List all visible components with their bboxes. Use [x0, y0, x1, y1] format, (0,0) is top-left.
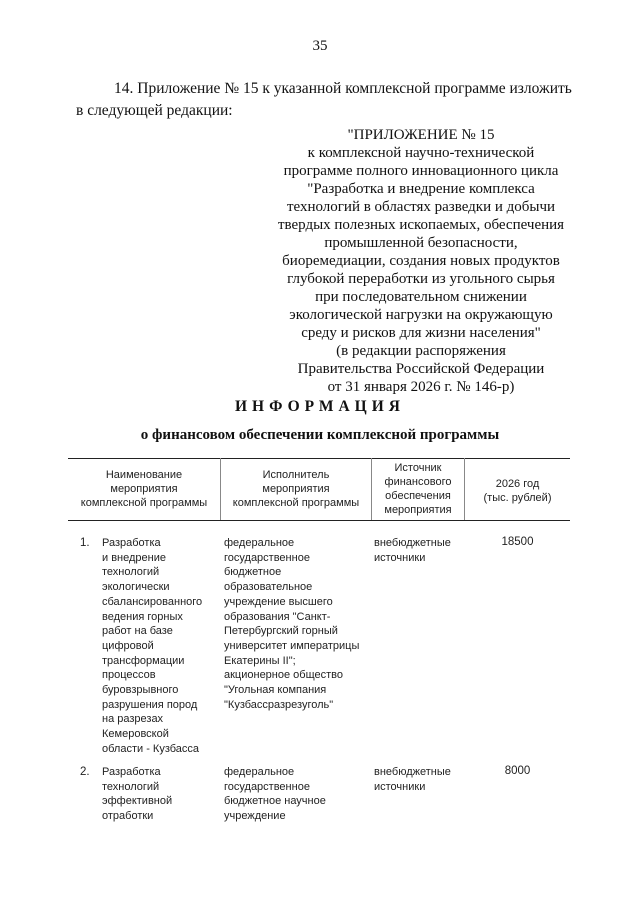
table-top-rule [68, 458, 570, 459]
row-name [102, 765, 172, 824]
cell-line: университет императрицы [224, 639, 360, 652]
header-line: комплексной программы [232, 497, 360, 509]
cell-line: работ на базе [102, 625, 173, 638]
appendix-line: промышленной безопасности, [324, 235, 518, 251]
cell-line: Екатерины II"; [224, 654, 296, 667]
cell-line: образования "Санкт- [224, 610, 331, 623]
appendix-line: от 31 января 2026 г. № 146-р) [327, 379, 515, 395]
appendix-line: твердых полезных ископаемых, обеспечения [277, 217, 565, 233]
cell-line: внебюджетные [374, 537, 451, 549]
row-amount: 18500 [501, 536, 534, 548]
cell-line: трансформации [102, 654, 185, 667]
cell-line: и внедрение [102, 551, 166, 564]
page-number: 35 [312, 38, 328, 54]
cell-line: технологий [102, 780, 160, 793]
cell-line: Разработка [102, 766, 161, 778]
cell-line: государственное [224, 551, 310, 564]
cell-line: разрушения пород [102, 698, 198, 711]
appendix-line: глубокой переработки из угольного сырья [287, 271, 555, 287]
header-line: финансового [384, 476, 452, 488]
header-line: обеспечения [385, 490, 451, 502]
cell-line: акционерное общество [224, 669, 344, 682]
appendix-line: экологической нагрузки на окружающую [289, 307, 553, 323]
header-line: мероприятия [262, 483, 330, 495]
header-line: 2026 год [495, 478, 540, 490]
appendix-line: программе полного инновационного цикла [283, 163, 559, 179]
cell-line: федеральное [224, 537, 295, 549]
row-executor [224, 765, 326, 824]
cell-line: цифровой [102, 639, 154, 652]
cell-line: федеральное [224, 766, 295, 778]
cell-line: бюджетное научное [224, 795, 326, 808]
column-header-executor [221, 468, 371, 510]
row-number: 1. [80, 537, 90, 549]
header-line: Источник [394, 462, 442, 474]
column-header-amount [465, 477, 570, 505]
column-header-name [68, 468, 220, 510]
row-number: 2. [80, 766, 90, 778]
appendix-line: биоремедиации, создания новых продуктов [282, 253, 560, 269]
row-source [374, 765, 451, 794]
column-header-source [372, 461, 464, 517]
appendix-line: "ПРИЛОЖЕНИЕ № 15 [347, 127, 495, 143]
cell-line: источники [374, 551, 426, 564]
cell-line: "Кузбассразрезуголь" [224, 698, 334, 711]
row-name [102, 536, 202, 757]
cell-line: Разработка [102, 537, 161, 549]
cell-line: внебюджетные [374, 766, 451, 778]
cell-line: источники [374, 780, 426, 793]
header-line: мероприятия [384, 504, 452, 516]
cell-line: сбалансированного [102, 595, 203, 608]
cell-line: образовательное [224, 581, 313, 594]
cell-line: учреждение [224, 810, 286, 823]
header-line: комплексной программы [80, 497, 208, 509]
cell-line: отработки [102, 810, 154, 823]
cell-line: экологически [102, 581, 170, 594]
intro-line-2: в следующей редакции: [76, 102, 233, 119]
appendix-line: к комплексной научно-технической [307, 145, 535, 161]
appendix-line: (в редакции распоряжения [336, 343, 506, 359]
cell-line: Петербургский горный [224, 625, 338, 638]
table-header-rule [68, 520, 570, 521]
appendix-line: технологий в областях разведки и добычи [286, 199, 556, 215]
cell-line: Кемеровской [102, 728, 169, 741]
cell-line: эффективной [102, 795, 173, 808]
cell-line: ведения горных [102, 610, 183, 623]
cell-line: на разрезах [102, 713, 164, 726]
cell-line: учреждение высшего [224, 595, 333, 608]
intro-line-1: 14. Приложение № 15 к указанной комплексной программе изложить [114, 80, 572, 97]
document-title: ИНФОРМАЦИЯ [235, 398, 405, 415]
appendix-line: "Разработка и внедрение комплекса [307, 181, 535, 197]
header-line: Исполнитель [262, 469, 330, 481]
document-subtitle: о финансовом обеспечении комплексной программы [140, 427, 500, 443]
row-amount: 8000 [504, 765, 531, 777]
header-line: (тыс. рублей) [483, 492, 552, 504]
appendix-line: среду и рисков для жизни населения" [301, 325, 541, 341]
row-executor [224, 536, 359, 712]
appendix-line: Правительства Российской Федерации [297, 361, 545, 377]
cell-line: области - Кузбасса [102, 742, 200, 755]
intro-paragraph [76, 78, 572, 122]
appendix-line: при последовательном снижении [315, 289, 527, 305]
cell-line: буровзрывного [102, 684, 179, 697]
cell-line: процессов [102, 669, 156, 682]
cell-line: государственное [224, 780, 310, 793]
header-line: мероприятия [110, 483, 178, 495]
cell-line: технологий [102, 566, 160, 579]
appendix-header [236, 126, 606, 396]
cell-line: бюджетное [224, 566, 282, 579]
cell-line: "Угольная компания [224, 684, 327, 697]
row-source [374, 536, 451, 565]
header-line: Наименование [105, 469, 183, 481]
